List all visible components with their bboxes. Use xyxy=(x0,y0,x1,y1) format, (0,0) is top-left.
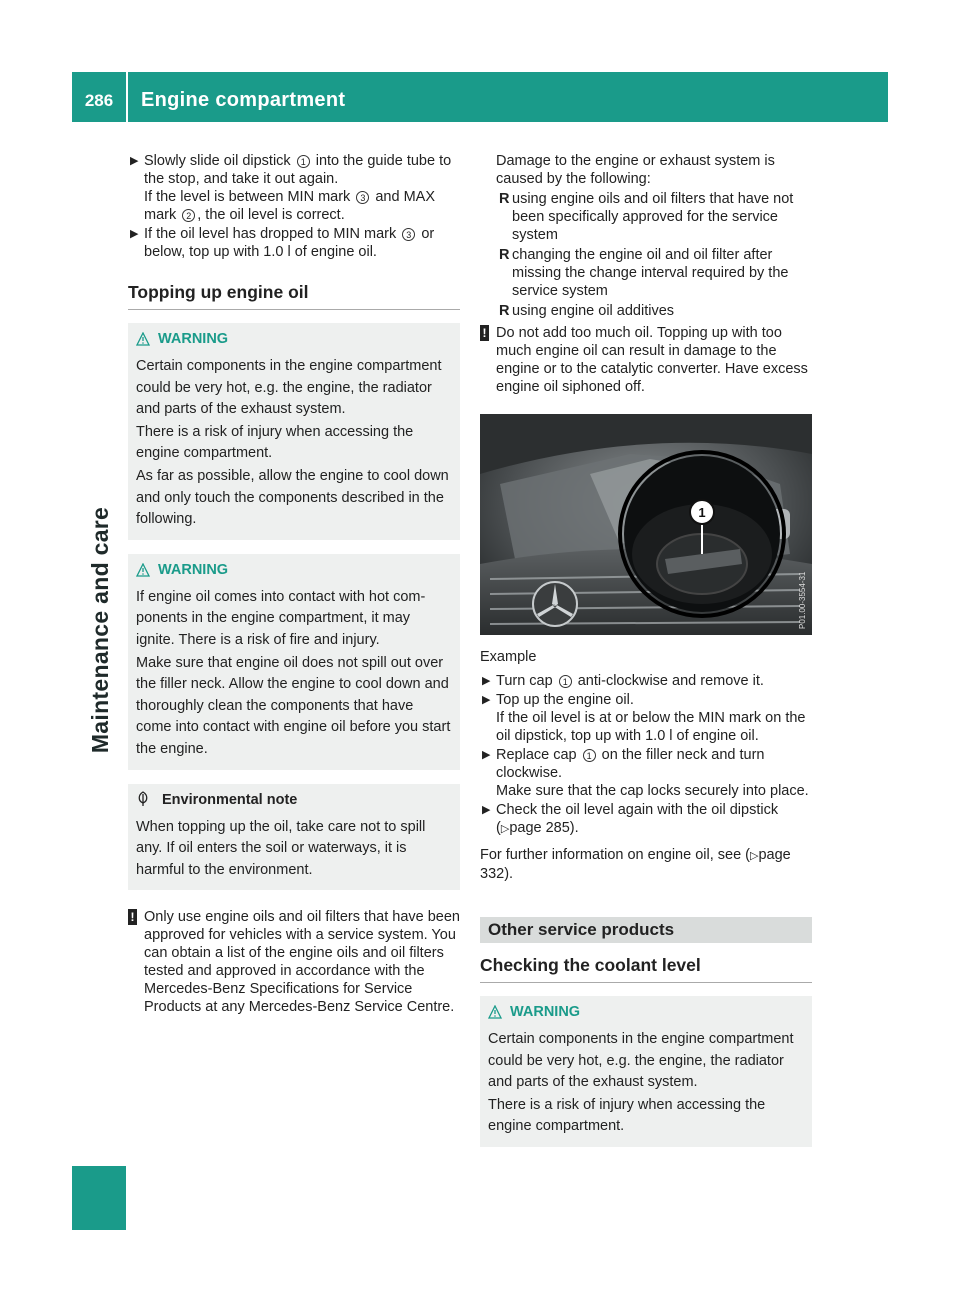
environment-note-title: Environmental note xyxy=(162,791,298,808)
bullet-icon: R xyxy=(499,303,510,319)
warning-text: Certain components in the engine compartment could be very hot, e.g. the engine, the radiator and parts of the exhaust system. xyxy=(136,358,442,418)
environment-note-box xyxy=(128,784,460,891)
list-item: R using engine oil additives xyxy=(499,303,675,319)
warning-box xyxy=(128,323,460,540)
further-info: For further information on engine oil, see (▷page 332). xyxy=(480,847,791,882)
exclamation-icon: ! xyxy=(480,325,489,341)
arrow-icon: ▶ xyxy=(482,694,491,706)
leaf-icon xyxy=(136,791,150,813)
warning-box xyxy=(480,996,812,1147)
page-title: Engine compartment xyxy=(141,89,346,111)
arrow-icon: ▶ xyxy=(130,228,139,240)
callout-marker: 3 xyxy=(402,228,415,241)
warning-text: As far as possible, allow the engine to cool down and only touch the components described in the following. xyxy=(136,467,449,528)
exclamation-icon: ! xyxy=(128,909,137,925)
image-callout: 1 xyxy=(698,505,706,520)
warning-triangle-icon xyxy=(136,332,150,352)
important-note: ! Do not add too much oil. Topping up with too much engine oil can result in damage to the engine or to the catalytic converter. Have excess engine oil siphoned off. xyxy=(480,324,812,396)
left-column xyxy=(128,152,460,1016)
warning-text: Certain components in the engine compartment could be very hot, e.g. the engine, the radiator and parts of the exhaust system. xyxy=(488,1031,794,1091)
callout-marker: 1 xyxy=(583,749,596,762)
page-ref-link[interactable]: page 285). xyxy=(509,820,579,836)
step-item: ▶ If the oil level has dropped to MIN mark 3 or below, top up with 1.0 l of engine oil. xyxy=(130,226,435,260)
image-caption: Example xyxy=(480,649,537,665)
step-item: ▶ Slowly slide oil dipstick 1 into the guide tube to the stop, and take it out again. If the level is between MIN mark 3 and MAX mark 2 , the oil level is correct. xyxy=(130,153,452,223)
side-tab-label: Maintenance and care xyxy=(87,506,113,754)
callout-marker: 1 xyxy=(559,675,572,688)
arrow-icon: ▶ xyxy=(482,675,491,687)
list-item: R changing the engine oil and oil filter after missing the change interval required by the service system xyxy=(499,247,789,299)
bullet-icon: R xyxy=(499,191,510,207)
important-note: ! Only use engine oils and oil filters that have been approved for vehicles with a service system. You can obtain a list of the engine oils and oil filters tested and approved in accordance with the Mercedes-Benz Specifications for Service Products at any Mercedes-Benz Service Centre. xyxy=(128,908,460,1016)
warning-title: WARNING xyxy=(158,561,229,578)
warning-triangle-icon xyxy=(136,563,150,583)
warning-text: There is a risk of injury when accessing the engine compartment. xyxy=(136,423,414,462)
callout-marker: 3 xyxy=(356,191,369,204)
engine-illustration xyxy=(480,414,812,635)
environment-note-text: When topping up the oil, take care not to spill any. If oil enters the soil or waterways, it is harmful to the environment. xyxy=(136,818,426,878)
side-tab-block xyxy=(72,1166,126,1230)
warning-title: WARNING xyxy=(510,1004,581,1020)
arrow-icon: ▶ xyxy=(482,749,491,761)
warning-title: WARNING xyxy=(158,331,229,347)
warning-text: Make sure that engine oil does not spill out over the filler neck. Allow the engine to cool down and thoroughly clean the components that have come into contact with engine oil before you start the engine. xyxy=(136,654,451,757)
step-item: ▶ Turn cap 1 anti-clockwise and remove it. xyxy=(482,673,764,689)
side-tab xyxy=(70,300,130,960)
list-item: R using engine oils and oil filters that have not been specifically approved for the service system xyxy=(499,191,794,243)
warning-triangle-icon xyxy=(488,1005,502,1025)
warning-box xyxy=(128,554,460,770)
arrow-icon: ▶ xyxy=(482,804,491,816)
step-item: ▶ Top up the engine oil. If the oil level is at or below the MIN mark on the oil dipstick, top up with 1.0 l of engine oil. xyxy=(482,692,806,744)
section-heading: Topping up engine oil xyxy=(128,281,460,310)
header-divider xyxy=(126,72,128,122)
callout-marker: 2 xyxy=(182,209,195,222)
step-item: ▶ Replace cap 1 on the filler neck and turn clockwise. Make sure that the cap locks securely into place. xyxy=(482,747,809,799)
page-ref-icon: ▷ xyxy=(500,823,510,835)
right-column xyxy=(480,152,812,1147)
section-heading: Other service products xyxy=(480,917,812,943)
bullet-icon: R xyxy=(499,247,510,263)
step-item: ▶ Check the oil level again with the oil dipstick (▷page 285). xyxy=(482,802,779,836)
callout-marker: 1 xyxy=(297,155,310,168)
page-number: 286 xyxy=(84,91,114,110)
page-ref-link[interactable]: page 332). xyxy=(480,847,791,882)
page-ref-icon: ▷ xyxy=(750,850,759,862)
image-code: P01.00-3554-31 xyxy=(798,571,807,629)
arrow-icon: ▶ xyxy=(130,155,139,167)
warning-text: If engine oil comes into contact with hot components in the engine compartment, it may ignite. There is a risk of fire and injury. xyxy=(136,588,426,648)
damage-intro: Damage to the engine or exhaust system is caused by the following: xyxy=(496,153,775,187)
warning-text: There is a risk of injury when accessing the engine compartment. xyxy=(488,1096,766,1135)
sub-heading: Checking the coolant level xyxy=(480,954,812,983)
